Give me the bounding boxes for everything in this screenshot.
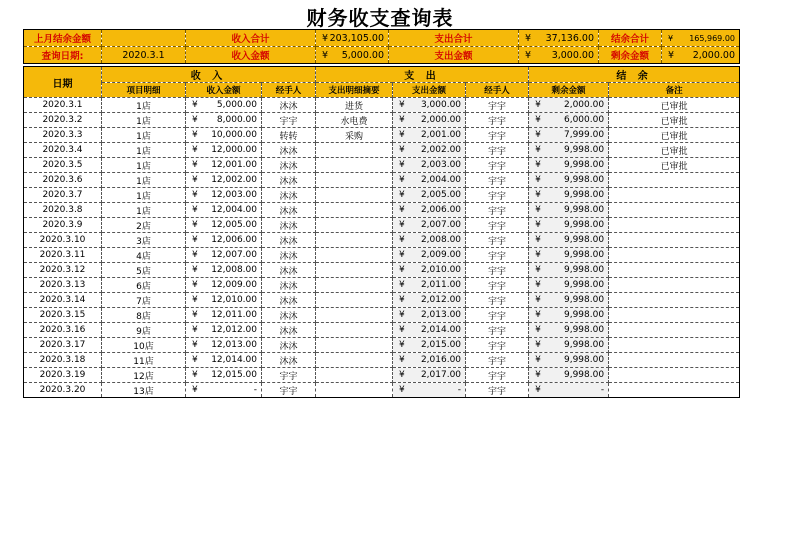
expense-detail-cell[interactable] [316, 233, 393, 248]
remain-amount-cell[interactable]: ¥ 9,998.00 [529, 308, 609, 323]
income-amount-cell[interactable]: ¥ 12,014.00 [186, 353, 262, 368]
table-row [24, 188, 740, 203]
expense-amount-cell[interactable]: ¥ 2,013.00 [393, 308, 466, 323]
expense-handler-cell[interactable]: 宇宇 [466, 248, 529, 263]
income-handler-cell[interactable]: 宇宇 [262, 368, 316, 383]
expense-detail-header: 支出明细摘要 [316, 83, 393, 98]
income-handler-cell[interactable]: 沐沐 [262, 308, 316, 323]
table-row [24, 233, 740, 248]
expense-handler-cell[interactable]: 宇宇 [466, 218, 529, 233]
income-amount-cell[interactable]: ¥ 8,000.00 [186, 113, 262, 128]
date-cell[interactable]: 2020.3.11 [24, 248, 102, 263]
income-handler-cell[interactable]: 沐沐 [262, 98, 316, 113]
remain-amount-value: 2,000.00 [692, 49, 735, 61]
income-handler-cell[interactable]: 沐沐 [262, 278, 316, 293]
expense-amount-cell[interactable]: ¥ 2,007.00 [393, 218, 466, 233]
table-row [24, 158, 740, 173]
remark-cell[interactable] [609, 233, 740, 248]
expense-detail-cell[interactable] [316, 248, 393, 263]
expense-detail-cell[interactable] [316, 143, 393, 158]
item-cell[interactable]: 1店 [102, 173, 186, 188]
item-cell[interactable]: 11店 [102, 353, 186, 368]
item-cell[interactable]: 1店 [102, 203, 186, 218]
date-cell[interactable]: 2020.3.17 [24, 338, 102, 353]
expense-amount-cell[interactable]: ¥ 2,009.00 [393, 248, 466, 263]
remain-amount-cell[interactable]: ¥ 2,000.00 [662, 47, 740, 64]
expense-detail-cell[interactable] [316, 218, 393, 233]
expense-detail-cell[interactable] [316, 203, 393, 218]
item-cell[interactable]: 9店 [102, 323, 186, 338]
remark-cell[interactable]: 已审批 [609, 158, 740, 173]
income-amount-cell[interactable]: ¥ 12,004.00 [186, 203, 262, 218]
date-cell[interactable]: 2020.3.2 [24, 113, 102, 128]
remain-amount-cell[interactable]: ¥ 9,998.00 [529, 293, 609, 308]
date-cell[interactable]: 2020.3.15 [24, 308, 102, 323]
table-row [24, 368, 740, 383]
expense-total-value: 37,136.00 [545, 32, 594, 44]
remark-cell[interactable] [609, 353, 740, 368]
expense-detail-cell[interactable] [316, 308, 393, 323]
remark-cell[interactable]: 已审批 [609, 113, 740, 128]
expense-amount-cell[interactable]: ¥ 2,000.00 [393, 113, 466, 128]
expense-detail-cell[interactable] [316, 383, 393, 398]
income-amount-cell[interactable]: ¥ 12,000.00 [186, 143, 262, 158]
income-amount-cell[interactable]: ¥ 12,002.00 [186, 173, 262, 188]
header-row-group [24, 67, 740, 83]
expense-detail-cell[interactable] [316, 158, 393, 173]
item-detail-header: 项目明细 [102, 83, 186, 98]
income-amount-cell[interactable]: ¥ 5,000.00 [186, 98, 262, 113]
remain-amount-cell[interactable]: ¥ 9,998.00 [529, 143, 609, 158]
balance-total-cell[interactable]: ¥ 165,969.00 [662, 30, 740, 47]
summary-row-1 [24, 30, 740, 47]
income-handler-cell[interactable]: 沐沐 [262, 143, 316, 158]
item-cell[interactable]: 13店 [102, 383, 186, 398]
item-cell[interactable]: 1店 [102, 128, 186, 143]
remark-cell[interactable] [609, 293, 740, 308]
summary-row-2 [24, 47, 740, 64]
remark-cell[interactable] [609, 308, 740, 323]
expense-amount-cell[interactable]: ¥ - [393, 383, 466, 398]
expense-amount-cell[interactable]: ¥ 2,014.00 [393, 323, 466, 338]
income-handler-cell[interactable]: 宇宇 [262, 113, 316, 128]
income-amount-cell[interactable]: ¥ 12,012.00 [186, 323, 262, 338]
date-cell[interactable]: 2020.3.1 [24, 98, 102, 113]
remark-cell[interactable] [609, 338, 740, 353]
expense-handler-cell[interactable]: 宇宇 [466, 98, 529, 113]
remain-amount-cell[interactable]: ¥ 2,000.00 [529, 98, 609, 113]
income-amount-cell[interactable]: ¥ 12,005.00 [186, 218, 262, 233]
expense-handler-cell[interactable]: 宇宇 [466, 233, 529, 248]
expense-amount-value: 3,000.00 [551, 49, 594, 61]
date-cell[interactable]: 2020.3.18 [24, 353, 102, 368]
remain-amount-cell[interactable]: ¥ 9,998.00 [529, 203, 609, 218]
remain-amount-cell[interactable]: ¥ 6,000.00 [529, 113, 609, 128]
date-cell[interactable]: 2020.3.16 [24, 323, 102, 338]
expense-handler-cell[interactable]: 宇宇 [466, 293, 529, 308]
income-amount-cell[interactable]: ¥ 12,015.00 [186, 368, 262, 383]
remark-cell[interactable]: 已审批 [609, 128, 740, 143]
ledger-body [24, 98, 740, 398]
table-row [24, 323, 740, 338]
remark-cell[interactable] [609, 278, 740, 293]
income-total-cell[interactable]: ¥ 203,105.00 [316, 30, 389, 47]
expense-amount-cell[interactable]: ¥ 2,012.00 [393, 293, 466, 308]
balance-total-value: 165,969.00 [689, 33, 735, 43]
table-row [24, 203, 740, 218]
expense-amount-cell[interactable]: ¥ 2,004.00 [393, 173, 466, 188]
item-cell[interactable]: 1店 [102, 143, 186, 158]
remain-amount-cell[interactable]: ¥ 9,998.00 [529, 353, 609, 368]
item-cell[interactable]: 1店 [102, 188, 186, 203]
expense-amount-cell[interactable]: ¥ 2,017.00 [393, 368, 466, 383]
remark-cell[interactable] [609, 383, 740, 398]
table-row [24, 98, 740, 113]
date-cell[interactable]: 2020.3.8 [24, 203, 102, 218]
expense-handler-cell[interactable]: 宇宇 [466, 158, 529, 173]
expense-total-label: 支出合计 [389, 30, 519, 47]
remark-cell[interactable]: 已审批 [609, 98, 740, 113]
expense-handler-cell[interactable]: 宇宇 [466, 263, 529, 278]
expense-handler-cell[interactable]: 宇宇 [466, 173, 529, 188]
expense-detail-cell[interactable]: 采购 [316, 128, 393, 143]
remain-amount-label: 剩余金额 [599, 47, 662, 64]
expense-amount-cell[interactable]: ¥ 2,010.00 [393, 263, 466, 278]
prev-balance-label: 上月结余金额 [24, 30, 102, 47]
query-date-input[interactable]: 2020.3.1 [102, 47, 186, 64]
remark-cell[interactable]: 已审批 [609, 143, 740, 158]
table-row [24, 218, 740, 233]
item-cell[interactable]: 1店 [102, 158, 186, 173]
item-cell[interactable]: 7店 [102, 293, 186, 308]
date-cell[interactable]: 2020.3.9 [24, 218, 102, 233]
date-cell[interactable]: 2020.3.13 [24, 278, 102, 293]
remain-amount-cell[interactable]: ¥ 9,998.00 [529, 263, 609, 278]
expense-handler-cell[interactable]: 宇宇 [466, 188, 529, 203]
item-cell[interactable]: 6店 [102, 278, 186, 293]
expense-amount-cell[interactable]: ¥ 2,005.00 [393, 188, 466, 203]
remain-amount-cell[interactable]: ¥ 9,998.00 [529, 323, 609, 338]
remark-cell[interactable] [609, 323, 740, 338]
expense-detail-cell[interactable] [316, 323, 393, 338]
table-row [24, 248, 740, 263]
item-cell[interactable]: 12店 [102, 368, 186, 383]
expense-amount-header: 支出金额 [393, 83, 466, 98]
income-handler-cell[interactable]: 沐沐 [262, 293, 316, 308]
remain-amount-cell[interactable]: ¥ 9,998.00 [529, 188, 609, 203]
remark-cell[interactable] [609, 173, 740, 188]
date-cell[interactable]: 2020.3.5 [24, 158, 102, 173]
remain-amount-cell[interactable]: ¥ 9,998.00 [529, 338, 609, 353]
expense-detail-cell[interactable] [316, 338, 393, 353]
expense-handler-cell[interactable]: 宇宇 [466, 128, 529, 143]
expense-detail-cell[interactable]: 水电费 [316, 113, 393, 128]
remark-cell[interactable] [609, 188, 740, 203]
date-cell[interactable]: 2020.3.14 [24, 293, 102, 308]
table-row [24, 173, 740, 188]
item-cell[interactable]: 10店 [102, 338, 186, 353]
income-handler-cell[interactable]: 沐沐 [262, 188, 316, 203]
expense-group-header: 支 出 [316, 67, 529, 83]
expense-handler-cell[interactable]: 宇宇 [466, 278, 529, 293]
query-date-label: 查询日期: [24, 47, 102, 64]
date-cell[interactable]: 2020.3.6 [24, 173, 102, 188]
date-header: 日期 [24, 67, 102, 98]
expense-detail-cell[interactable] [316, 293, 393, 308]
expense-detail-cell[interactable] [316, 368, 393, 383]
remain-amount-cell[interactable]: ¥ 9,998.00 [529, 218, 609, 233]
date-cell[interactable]: 2020.3.10 [24, 233, 102, 248]
expense-handler-cell[interactable]: 宇宇 [466, 383, 529, 398]
expense-amount-cell[interactable]: ¥ 2,011.00 [393, 278, 466, 293]
income-handler-cell[interactable]: 沐沐 [262, 353, 316, 368]
income-amount-cell[interactable]: ¥ 12,009.00 [186, 278, 262, 293]
income-handler-cell[interactable]: 沐沐 [262, 338, 316, 353]
date-cell[interactable]: 2020.3.20 [24, 383, 102, 398]
income-amount-cell[interactable]: ¥ 12,010.00 [186, 293, 262, 308]
income-amount-label: 收入金额 [186, 47, 316, 64]
income-amount-cell[interactable]: ¥ 12,011.00 [186, 308, 262, 323]
expense-detail-cell[interactable] [316, 263, 393, 278]
income-amount-cell[interactable]: ¥ 12,008.00 [186, 263, 262, 278]
expense-handler-cell[interactable]: 宇宇 [466, 323, 529, 338]
expense-detail-cell[interactable] [316, 188, 393, 203]
expense-detail-cell[interactable] [316, 173, 393, 188]
table-row [24, 143, 740, 158]
summary-table [23, 29, 740, 64]
expense-handler-header: 经手人 [466, 83, 529, 98]
expense-amount-cell[interactable]: ¥ 2,003.00 [393, 158, 466, 173]
income-amount-cell[interactable]: ¥ 12,001.00 [186, 158, 262, 173]
expense-amount-cell[interactable]: ¥ 2,008.00 [393, 233, 466, 248]
prev-balance-value[interactable] [102, 30, 186, 47]
balance-group-header: 结 余 [529, 67, 740, 83]
income-amount-cell[interactable]: ¥ 12,007.00 [186, 248, 262, 263]
income-handler-header: 经手人 [262, 83, 316, 98]
remain-amount-header: 剩余金额 [529, 83, 609, 98]
income-amount-value: 5,000.00 [341, 49, 384, 61]
income-handler-cell[interactable]: 转转 [262, 128, 316, 143]
item-cell[interactable]: 2店 [102, 218, 186, 233]
remark-header: 备注 [609, 83, 740, 98]
expense-detail-cell[interactable]: 进货 [316, 98, 393, 113]
remark-cell[interactable] [609, 218, 740, 233]
remark-cell[interactable] [609, 203, 740, 218]
item-cell[interactable]: 3店 [102, 233, 186, 248]
remain-amount-cell[interactable]: ¥ 9,998.00 [529, 278, 609, 293]
expense-amount-cell[interactable]: ¥ 3,000.00 [519, 47, 599, 64]
page-title: 财务收支查询表 [306, 6, 454, 30]
income-handler-cell[interactable]: 宇宇 [262, 383, 316, 398]
remain-amount-cell[interactable]: ¥ 9,998.00 [529, 173, 609, 188]
expense-handler-cell[interactable]: 宇宇 [466, 203, 529, 218]
income-amount-cell[interactable]: ¥ 12,003.00 [186, 188, 262, 203]
income-handler-cell[interactable]: 沐沐 [262, 203, 316, 218]
income-handler-cell[interactable]: 沐沐 [262, 158, 316, 173]
table-row [24, 308, 740, 323]
expense-amount-cell[interactable]: ¥ 2,002.00 [393, 143, 466, 158]
item-cell[interactable]: 4店 [102, 248, 186, 263]
date-cell[interactable]: 2020.3.4 [24, 143, 102, 158]
remark-cell[interactable] [609, 248, 740, 263]
income-group-header: 收 入 [102, 67, 316, 83]
table-row [24, 353, 740, 368]
date-cell[interactable]: 2020.3.12 [24, 263, 102, 278]
remain-amount-cell[interactable]: ¥ 9,998.00 [529, 158, 609, 173]
date-cell[interactable]: 2020.3.19 [24, 368, 102, 383]
item-cell[interactable]: 1店 [102, 113, 186, 128]
table-row [24, 338, 740, 353]
expense-amount-cell[interactable]: ¥ 2,006.00 [393, 203, 466, 218]
table-row [24, 113, 740, 128]
balance-total-label: 结余合计 [599, 30, 662, 47]
table-row [24, 263, 740, 278]
expense-amount-cell[interactable]: ¥ 3,000.00 [393, 98, 466, 113]
table-row [24, 293, 740, 308]
remain-amount-cell[interactable]: ¥ 9,998.00 [529, 233, 609, 248]
income-handler-cell[interactable]: 沐沐 [262, 233, 316, 248]
remain-amount-cell[interactable]: ¥ 9,998.00 [529, 248, 609, 263]
table-row [24, 128, 740, 143]
table-row [24, 278, 740, 293]
date-cell[interactable]: 2020.3.7 [24, 188, 102, 203]
expense-detail-cell[interactable] [316, 278, 393, 293]
expense-amount-cell[interactable]: ¥ 2,016.00 [393, 353, 466, 368]
income-amount-cell[interactable]: ¥ 5,000.00 [316, 47, 389, 64]
remark-cell[interactable] [609, 368, 740, 383]
ledger-table [23, 66, 740, 398]
expense-handler-cell[interactable]: 宇宇 [466, 308, 529, 323]
remain-amount-cell[interactable]: ¥ - [529, 383, 609, 398]
income-handler-cell[interactable]: 沐沐 [262, 173, 316, 188]
income-amount-header: 收入金额 [186, 83, 262, 98]
expense-total-cell[interactable]: ¥ 37,136.00 [519, 30, 599, 47]
income-handler-cell[interactable]: 沐沐 [262, 263, 316, 278]
expense-handler-cell[interactable]: 宇宇 [466, 338, 529, 353]
income-handler-cell[interactable]: 沐沐 [262, 323, 316, 338]
expense-handler-cell[interactable]: 宇宇 [466, 113, 529, 128]
income-amount-cell[interactable]: ¥ 12,006.00 [186, 233, 262, 248]
header-row-columns [24, 83, 740, 98]
item-cell[interactable]: 1店 [102, 98, 186, 113]
expense-handler-cell[interactable]: 宇宇 [466, 368, 529, 383]
remain-amount-cell[interactable]: ¥ 9,998.00 [529, 368, 609, 383]
item-cell[interactable]: 8店 [102, 308, 186, 323]
income-total-value: 203,105.00 [329, 32, 384, 44]
income-total-label: 收入合计 [186, 30, 316, 47]
expense-handler-cell[interactable]: 宇宇 [466, 353, 529, 368]
expense-amount-cell[interactable]: ¥ 2,015.00 [393, 338, 466, 353]
expense-amount-cell[interactable]: ¥ 2,001.00 [393, 128, 466, 143]
item-cell[interactable]: 5店 [102, 263, 186, 278]
remain-amount-cell[interactable]: ¥ 7,999.00 [529, 128, 609, 143]
table-row [24, 383, 740, 398]
expense-handler-cell[interactable]: 宇宇 [466, 143, 529, 158]
expense-detail-cell[interactable] [316, 353, 393, 368]
expense-amount-label: 支出金额 [389, 47, 519, 64]
income-amount-cell[interactable]: ¥ 10,000.00 [186, 128, 262, 143]
income-handler-cell[interactable]: 沐沐 [262, 248, 316, 263]
income-handler-cell[interactable]: 沐沐 [262, 218, 316, 233]
remark-cell[interactable] [609, 263, 740, 278]
date-cell[interactable]: 2020.3.3 [24, 128, 102, 143]
income-amount-cell[interactable]: ¥ - [186, 383, 262, 398]
income-amount-cell[interactable]: ¥ 12,013.00 [186, 338, 262, 353]
